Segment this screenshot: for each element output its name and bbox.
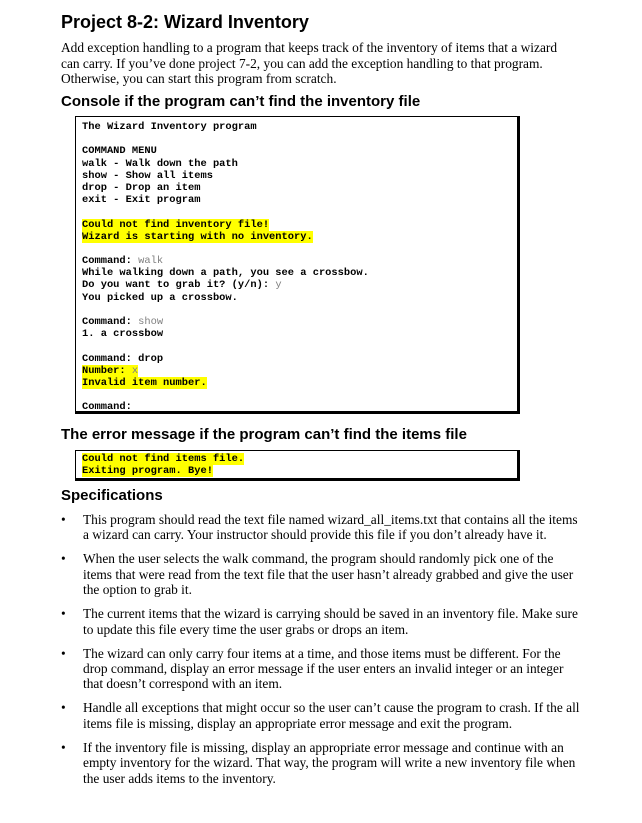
console-line: While walking down a path, you see a crossbow. bbox=[82, 267, 369, 280]
spec-text: If the inventory file is missing, display an appropriate error message and continue with an empty inventory for the wizard. That way, the program will write a new inventory file when the user adds items to the inventory. bbox=[83, 739, 576, 786]
bullet-icon: • bbox=[61, 739, 66, 755]
console-line bbox=[82, 453, 517, 465]
specifications-list bbox=[61, 512, 581, 795]
console-line: exit - Exit program bbox=[82, 194, 201, 207]
console-prompt: Command: bbox=[82, 255, 139, 268]
console-blank-line bbox=[82, 304, 517, 316]
user-input: show bbox=[138, 316, 164, 328]
console-heading: Console if the program can’t find the inventory file bbox=[61, 93, 421, 110]
list-item bbox=[61, 606, 581, 637]
console-prompt: Do you want to grab it? (y/n): bbox=[82, 279, 276, 292]
console-line: COMMAND MENU bbox=[82, 145, 157, 158]
spec-text: When the user selects the walk command, the program should randomly pick one of the items that were read from the text file that the user hasn’t already grabbed and give the user the option to grab it. bbox=[83, 551, 574, 598]
highlighted-text: Could not find items file. bbox=[82, 453, 245, 465]
console-line: Command: bbox=[82, 401, 132, 414]
user-input: x bbox=[131, 364, 139, 377]
console-line: Command: drop bbox=[82, 352, 164, 365]
list-item bbox=[61, 646, 581, 692]
spec-text: The current items that the wizard is carrying should be saved in an inventory file. Make sure to update this file every time the user grabs or drops an item. bbox=[83, 606, 578, 637]
console-line: The Wizard Inventory program bbox=[82, 121, 257, 133]
spec-text: The wizard can only carry four items at a time, and those items must be different. For the drop command, display an error message if the user enters an invalid integer or an integer that doesn’t correspond with an item. bbox=[83, 645, 564, 692]
page-title: Project 8-2: Wizard Inventory bbox=[61, 12, 309, 32]
console-line bbox=[82, 316, 517, 328]
bullet-icon: • bbox=[61, 645, 66, 661]
console-line: drop - Drop an item bbox=[82, 181, 201, 194]
console-blank-line bbox=[82, 206, 517, 218]
error-output-box bbox=[75, 450, 520, 481]
highlighted-text: Exiting program. Bye! bbox=[82, 465, 213, 478]
console-blank-line bbox=[82, 389, 517, 401]
console-line bbox=[82, 219, 517, 231]
console-line bbox=[82, 279, 517, 291]
console-line bbox=[82, 365, 517, 377]
spec-text: Handle all exceptions that might occur so the user can’t cause the program to crash. If the all items file is missing, display an appropriate error message and exit the program. bbox=[83, 700, 580, 731]
bullet-icon: • bbox=[61, 512, 66, 527]
spec-text: This program should read the text file named wizard_all_items.txt that contains all the items a wizard can carry. Your instructor should provide this file if you don’t already have it. bbox=[83, 512, 578, 543]
highlighted-text: Invalid item number. bbox=[82, 376, 207, 389]
console-line bbox=[82, 255, 517, 267]
bullet-icon: • bbox=[61, 551, 66, 567]
user-input: walk bbox=[138, 255, 164, 268]
console-blank-line bbox=[82, 133, 517, 145]
list-item bbox=[61, 740, 581, 786]
console-line: walk - Walk down the path bbox=[82, 157, 238, 170]
console-output-box bbox=[75, 116, 520, 414]
console-blank-line bbox=[82, 243, 517, 255]
highlighted-text: Could not find inventory file! bbox=[82, 218, 270, 231]
list-item bbox=[61, 700, 581, 731]
console-prompt: Command: bbox=[82, 316, 139, 328]
highlighted-text: Wizard is starting with no inventory. bbox=[82, 230, 313, 243]
user-input: y bbox=[275, 279, 282, 292]
console-line: show - Show all items bbox=[82, 169, 213, 182]
console-line bbox=[82, 231, 517, 243]
list-item bbox=[61, 551, 581, 597]
intro-paragraph: Add exception handling to a program that keeps track of the inventory of items that a wizard can carry. If you’ve done project 7-2, you can add the exception handling to that program. Otherwise, you can start this program from scratch. bbox=[61, 40, 558, 87]
bullet-icon: • bbox=[61, 606, 66, 622]
console-line: You picked up a crossbow. bbox=[82, 291, 238, 304]
highlighted-text bbox=[82, 365, 138, 377]
console-line bbox=[82, 465, 517, 477]
console-blank-line bbox=[82, 340, 517, 352]
list-item bbox=[61, 512, 581, 543]
console-line: 1. a crossbow bbox=[82, 328, 164, 341]
console-prompt: Number: bbox=[82, 364, 132, 377]
error-heading: The error message if the program can’t find the items file bbox=[61, 426, 467, 443]
bullet-icon: • bbox=[61, 700, 66, 716]
console-line bbox=[82, 377, 517, 389]
specifications-heading: Specifications bbox=[61, 487, 163, 504]
